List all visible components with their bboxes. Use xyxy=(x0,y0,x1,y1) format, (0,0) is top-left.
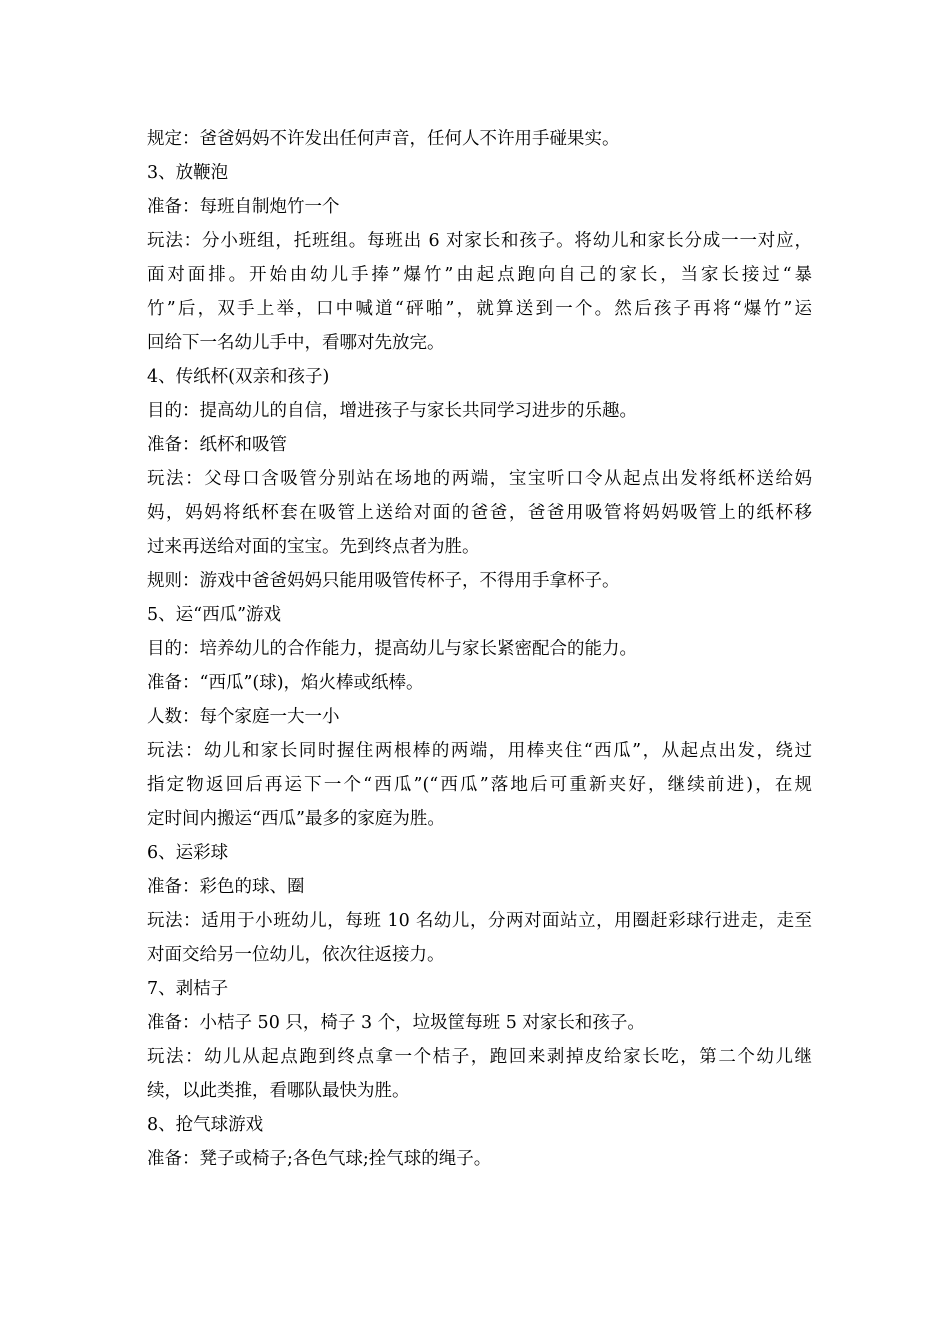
gameplay-line: 对面交给另一位幼儿，依次往返接力。 xyxy=(147,945,445,965)
gameplay-line: 玩法：幼儿从起点跑到终点拿一个桔子，跑回来剥掉皮给家长吃，第二个幼儿继 xyxy=(147,1047,812,1067)
gameplay-line: 妈，妈妈将纸杯套在吸管上送给对面的爸爸，爸爸用吸管将妈妈吸管上的纸杯移 xyxy=(147,503,812,523)
section-heading-orange: 7、剥桔子 xyxy=(147,979,229,999)
rule-line: 规则：游戏中爸爸妈妈只能用吸管传杯子，不得用手拿杯子。 xyxy=(147,571,620,591)
document-body xyxy=(147,122,812,1176)
purpose-line: 目的：培养幼儿的合作能力，提高幼儿与家长紧密配合的能力。 xyxy=(147,639,637,659)
preparation-line: 准备：小桔子 50 只，椅子 3 个，垃圾筐每班 5 对家长和孩子。 xyxy=(147,1013,645,1033)
preparation-line: 准备：每班自制炮竹一个 xyxy=(147,197,340,217)
preparation-line: 准备：凳子或椅子;各色气球;拴气球的绳子。 xyxy=(147,1149,492,1169)
purpose-line: 目的：提高幼儿的自信，增进孩子与家长共同学习进步的乐趣。 xyxy=(147,401,637,421)
gameplay-line: 过来再送给对面的宝宝。先到终点者为胜。 xyxy=(147,537,480,557)
section-heading-firecracker: 3、放鞭泡 xyxy=(147,163,229,183)
gameplay-line: 指定物返回后再运下一个“西瓜”(“西瓜”落地后可重新夹好，继续前进)，在规 xyxy=(147,775,812,795)
gameplay-line: 回给下一名幼儿手中，看哪对先放完。 xyxy=(147,333,445,353)
gameplay-line: 玩法：分小班组，托班组。每班出 6 对家长和孩子。将幼儿和家长分成一一对应， xyxy=(147,231,812,251)
gameplay-line: 续，以此类推，看哪队最快为胜。 xyxy=(147,1081,410,1101)
preparation-line: 准备：彩色的球、圈 xyxy=(147,877,305,897)
section-heading-paper-cup: 4、传纸杯(双亲和孩子) xyxy=(147,367,330,387)
gameplay-line: 面对面排。开始由幼儿手捧”爆竹”由起点跑向自己的家长，当家长接过“暴 xyxy=(147,265,812,285)
section-heading-watermelon: 5、运“西瓜”游戏 xyxy=(147,605,282,625)
section-heading-balloon: 8、抢气球游戏 xyxy=(147,1115,264,1135)
gameplay-line: 竹”后，双手上举，口中喊道“砰啪”，就算送到一个。然后孩子再将“爆竹”运 xyxy=(147,299,812,319)
section-heading-color-ball: 6、运彩球 xyxy=(147,843,229,863)
rule-line: 规定：爸爸妈妈不许发出任何声音，任何人不许用手碰果实。 xyxy=(147,129,620,149)
gameplay-line: 玩法：幼儿和家长同时握住两根棒的两端，用棒夹住“西瓜”，从起点出发，绕过 xyxy=(147,741,812,761)
gameplay-line: 定时间内搬运“西瓜”最多的家庭为胜。 xyxy=(147,809,445,829)
preparation-line: 准备：“西瓜”(球)，焰火棒或纸棒。 xyxy=(147,673,424,693)
participants-line: 人数：每个家庭一大一小 xyxy=(147,707,340,727)
preparation-line: 准备：纸杯和吸管 xyxy=(147,435,287,455)
gameplay-line: 玩法：父母口含吸管分别站在场地的两端，宝宝听口令从起点出发将纸杯送给妈 xyxy=(147,469,812,489)
gameplay-line: 玩法：适用于小班幼儿，每班 10 名幼儿，分两对面站立，用圈赶彩球行进走，走至 xyxy=(147,911,812,931)
